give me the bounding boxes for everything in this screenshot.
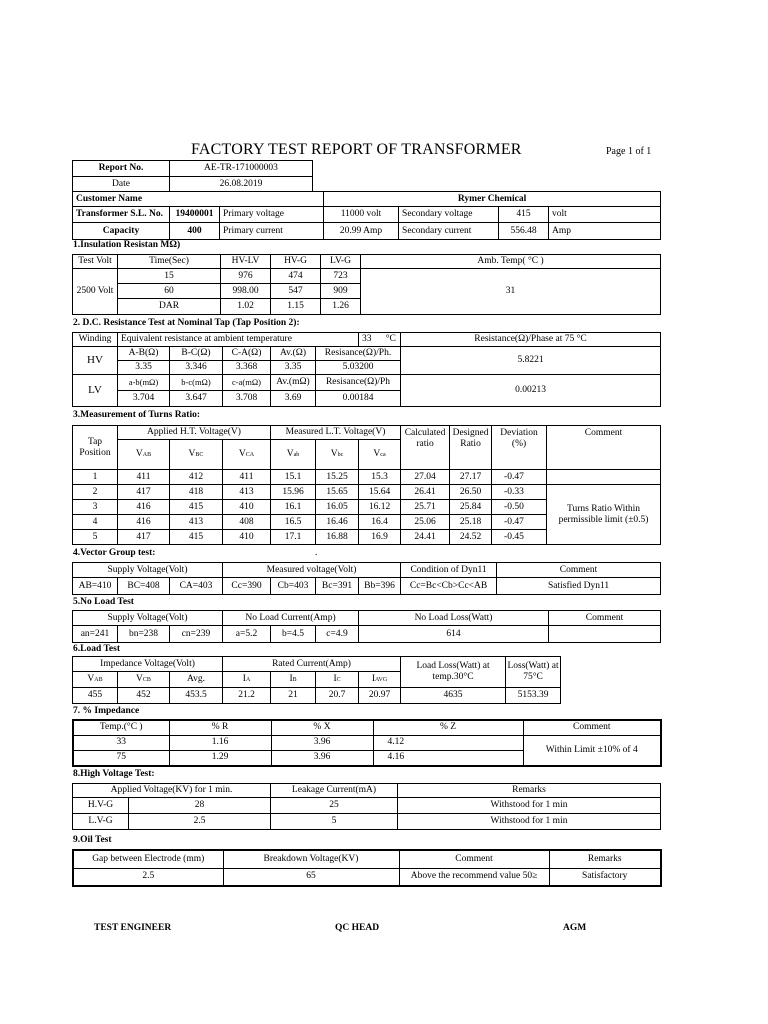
oil-gap-value: 2.5 (73, 868, 223, 886)
impedance-cell: 4.16 (373, 750, 523, 766)
oil-remarks-value: Satisfactory (549, 868, 661, 886)
nl-loss: 614 (359, 626, 549, 643)
vcb-load-header: VCB (118, 672, 170, 688)
load-value: 455 (73, 688, 118, 704)
turns-ratio-cell: 415 (170, 500, 223, 515)
load-test-blank (561, 657, 661, 704)
nl-supply-label: Supply Voltage(Volt) (73, 611, 223, 626)
insulation-header: Time(Sec) (118, 255, 221, 269)
impedance-cell: 1.16 (169, 735, 271, 750)
measured-voltage-label: Measured L.T. Voltage(V) (271, 426, 401, 440)
insulation-header: Test Volt (73, 255, 118, 269)
vg-condition: Cc=Bc<Cb>Cc<AB (401, 578, 497, 595)
turns-ratio-cell: 2 (73, 485, 118, 500)
date-value: 26.08.2019 (170, 177, 313, 192)
ib-header: IB (271, 672, 316, 688)
turns-ratio-cell: -0.45 (492, 530, 547, 545)
hv-result: 5.8221 (401, 347, 661, 375)
insulation-cell: 723 (321, 269, 361, 284)
lv-test-leakage: 5 (271, 814, 398, 830)
vg-value: Cb=403 (271, 578, 316, 595)
impedance-table (72, 719, 662, 767)
signature-test-engineer: TEST ENGINEER (94, 923, 172, 933)
load-value: 21 (271, 688, 316, 704)
applied-voltage-label: Applied H.T. Voltage(V) (118, 426, 271, 440)
impedance-header: % X (271, 720, 373, 735)
nl-value: an=241 (73, 626, 118, 643)
insulation-cell: 1.26 (321, 299, 361, 315)
lv-header: c-a(mΩ) (223, 375, 271, 391)
turns-ratio-cell: 17.1 (271, 530, 316, 545)
hv-header: B-C(Ω) (170, 347, 223, 361)
nl-loss-label: No Load Loss(Watt) (359, 611, 549, 626)
amb-temp-value: 31 (361, 269, 661, 315)
insulation-heading: 1.Insulation Resistan MΩ) (73, 240, 181, 250)
designed-ratio-label: Designed Ratio (450, 426, 492, 470)
insulation-cell: 998.00 (221, 284, 271, 299)
nl-comment (549, 626, 661, 643)
lv-value: 0.00184 (316, 391, 401, 407)
turns-ratio-cell: 15.65 (316, 485, 359, 500)
turns-ratio-cell: 25.06 (401, 515, 450, 530)
impedance-header: Comment (523, 720, 661, 735)
turns-ratio-cell: 412 (170, 470, 223, 485)
vca-header: VCA (223, 440, 271, 470)
turns-ratio-row (73, 470, 661, 485)
applied-voltage-header: Applied Voltage(KV) for 1 min. (73, 784, 271, 798)
secondary-voltage-value: 415 (499, 207, 549, 223)
signature-qc-head: QC HEAD (335, 923, 380, 933)
turns-ratio-cell: 25.71 (401, 500, 450, 515)
turns-ratio-cell: 15.25 (316, 470, 359, 485)
secondary-voltage-unit: volt (549, 207, 661, 223)
oil-header: Remarks (549, 850, 661, 868)
turns-ratio-cell: 3 (73, 500, 118, 515)
turns-ratio-cell: 26.50 (450, 485, 492, 500)
page-number: Page 1 of 1 (606, 146, 652, 157)
avg-header: Avg. (170, 672, 223, 688)
vector-group-dot: . (315, 548, 318, 558)
ia-header: IA (223, 672, 271, 688)
capacity-value: 400 (170, 223, 220, 240)
turns-ratio-cell: 5 (73, 530, 118, 545)
serial-value: 19400001 (170, 207, 220, 223)
turns-ratio-table (72, 425, 661, 545)
lv-test-remark: Withstood for 1 min (398, 814, 661, 830)
lv-result: 0.00213 (401, 375, 661, 407)
customer-label: Customer Name (73, 192, 324, 207)
nl-value: a=5.2 (223, 626, 271, 643)
turns-ratio-cell: 25.18 (450, 515, 492, 530)
turns-ratio-cell: 16.9 (359, 530, 401, 545)
hv-header: A-B(Ω) (118, 347, 170, 361)
high-voltage-table (72, 783, 661, 830)
vector-group-heading: 4.Vector Group test: (73, 548, 156, 558)
turns-ratio-cell: 24.41 (401, 530, 450, 545)
vg-value: CA=403 (170, 578, 223, 595)
primary-voltage-label: Primary voltage (220, 207, 324, 223)
impedance-header: % Z (373, 720, 523, 735)
vab-load-header: VAB (73, 672, 118, 688)
nl-comment-label: Comment (549, 611, 661, 626)
turns-ratio-cell: 16.1 (271, 500, 316, 515)
lv-test-voltage: 2.5 (129, 814, 271, 830)
turns-ratio-cell: 15.3 (359, 470, 401, 485)
lv-header: a-b(mΩ) (118, 375, 170, 391)
load-value: 21.2 (223, 688, 271, 704)
ambient-temp-unit: °C (385, 334, 396, 344)
ambient-temp-value: 33 (362, 334, 372, 344)
nl-value: cn=239 (170, 626, 223, 643)
insulation-header: Amb. Temp( °C ) (361, 255, 661, 269)
hv-value: 3.368 (223, 361, 271, 375)
equiv-resistance-label: Equivalent resistance at ambient temperature (118, 333, 359, 347)
turns-ratio-cell: 411 (223, 470, 271, 485)
turns-ratio-cell: -0.47 (492, 470, 547, 485)
no-load-table (72, 610, 661, 643)
turns-comment-blank (547, 470, 661, 485)
no-load-heading: 5.No Load Test (73, 597, 134, 607)
turns-ratio-cell: 413 (170, 515, 223, 530)
turns-ratio-cell: 417 (118, 530, 170, 545)
turns-ratio-cell: 15.96 (271, 485, 316, 500)
insulation-cell: DAR (118, 299, 221, 315)
turns-ratio-heading: 3.Measurement of Turns Ratio: (73, 410, 201, 420)
oil-comment-value: Above the recommend value 50≥ (399, 868, 549, 886)
lv-value: 3.69 (271, 391, 316, 407)
hv-value: 3.35 (118, 361, 170, 375)
insulation-cell: 1.15 (271, 299, 321, 315)
load-value: 20.7 (316, 688, 359, 704)
hv-label: HV (73, 347, 118, 375)
rated-current-label: Rated Current(Amp) (223, 657, 401, 672)
turns-ratio-cell: 16.88 (316, 530, 359, 545)
impedance-comment: Within Limit ±10% of 4 (523, 735, 661, 766)
load-value: 452 (118, 688, 170, 704)
date-label: Date (73, 177, 170, 192)
turns-ratio-cell: 408 (223, 515, 271, 530)
dc-resistance-table (72, 332, 661, 407)
vg-comment-label: Comment (497, 563, 661, 578)
turns-ratio-cell: 27.04 (401, 470, 450, 485)
oil-header: Gap between Electrode (mm) (73, 850, 223, 868)
hv-test-remark: Withstood for 1 min (398, 798, 661, 814)
dc-resistance-heading: 2. D.C. Resistance Test at Nominal Tap (Tap Position 2): (73, 318, 300, 328)
winding-label: Winding (73, 333, 118, 347)
hv-test-leakage: 25 (271, 798, 398, 814)
insulation-header: HV-LV (221, 255, 271, 269)
turns-ratio-cell: 413 (223, 485, 271, 500)
impedance-cell: 1.29 (169, 750, 271, 766)
serial-label: Transformer S.L. No. (73, 207, 170, 223)
ambient-temp-cell (359, 333, 401, 347)
turns-ratio-comment: Turns Ratio Within permissible limit (±0.5) (547, 485, 661, 545)
vg-comment: Satisfied Dyn11 (497, 578, 661, 595)
signature-agm: AGM (563, 923, 587, 933)
secondary-current-unit: Amp (549, 223, 661, 240)
turns-ratio-cell: 24.52 (450, 530, 492, 545)
turns-comment-label: Comment (547, 426, 661, 470)
hv-header: C-A(Ω) (223, 347, 271, 361)
vg-value: Cc=390 (223, 578, 271, 595)
vbc-header: VBC (170, 440, 223, 470)
insulation-header: HV-G (271, 255, 321, 269)
lv-header: b-c(mΩ) (170, 375, 223, 391)
turns-ratio-cell: -0.47 (492, 515, 547, 530)
report-no-value: AE-TR-171000003 (170, 161, 313, 177)
load-loss-75-value: 5153.39 (506, 688, 561, 704)
turns-ratio-cell: 15.64 (359, 485, 401, 500)
insulation-cell: 15 (118, 269, 221, 284)
turns-ratio-cell: 416 (118, 515, 170, 530)
vbc-lt-header: Vbc (316, 440, 359, 470)
load-loss-label: Load Loss(Watt) at temp.30°C (401, 657, 506, 688)
lv-label: LV (73, 375, 118, 407)
load-test-heading: 6.Load Test (73, 644, 120, 654)
vg-value: BC=408 (118, 578, 170, 595)
turns-ratio-cell: 415 (170, 530, 223, 545)
turns-ratio-cell: 410 (223, 530, 271, 545)
insulation-cell: 474 (271, 269, 321, 284)
report-no-label: Report No. (73, 161, 170, 177)
hv-remarks-header: Remarks (398, 784, 661, 798)
vg-supply-label: Supply Voltage(Volt) (73, 563, 223, 578)
turns-ratio-cell: 26.41 (401, 485, 450, 500)
turns-ratio-cell: 416 (118, 500, 170, 515)
insulation-table (72, 254, 661, 315)
capacity-label: Capacity (73, 223, 170, 240)
turns-ratio-cell: 16.4 (359, 515, 401, 530)
impedance-voltage-label: Impedance Voltage(Volt) (73, 657, 223, 672)
oil-header: Comment (399, 850, 549, 868)
vg-value: Bc=391 (316, 578, 359, 595)
lv-value: 3.647 (170, 391, 223, 407)
turns-ratio-row (73, 485, 661, 500)
turns-ratio-cell: -0.33 (492, 485, 547, 500)
oil-breakdown-value: 65 (223, 868, 399, 886)
hv-test-label: H.V-G (73, 798, 129, 814)
primary-voltage-value: 11000 volt (324, 207, 399, 223)
nl-current-label: No Load Current(Amp) (223, 611, 359, 626)
primary-current-label: Primary current (220, 223, 324, 240)
oil-test-heading: 9.Oil Test (73, 835, 112, 845)
nl-value: bn=238 (118, 626, 170, 643)
high-voltage-heading: 8.High Voltage Test: (73, 769, 155, 779)
load-loss-value: 4635 (401, 688, 506, 704)
oil-header: Breakdown Voltage(KV) (223, 850, 399, 868)
vab-lt-header: Vab (271, 440, 316, 470)
insulation-header: LV-G (321, 255, 361, 269)
load-loss-75-label: Loss(Watt) at 75°C (506, 657, 561, 688)
vg-value: AB=410 (73, 578, 118, 595)
hv-value: 3.35 (271, 361, 316, 375)
iavg-header: IAVG (359, 672, 401, 688)
turns-ratio-cell: 417 (118, 485, 170, 500)
hv-value: 5.03200 (316, 361, 401, 375)
lv-value: 3.704 (118, 391, 170, 407)
impedance-header: % R (169, 720, 271, 735)
hv-value: 3.346 (170, 361, 223, 375)
vg-value: Bb=396 (359, 578, 401, 595)
insulation-cell: 976 (221, 269, 271, 284)
transformer-info-table (72, 191, 661, 240)
vector-group-table (72, 562, 661, 595)
insulation-cell: 60 (118, 284, 221, 299)
ic-header: IC (316, 672, 359, 688)
customer-value: Rymer Chemical (324, 192, 661, 207)
turns-ratio-cell: 410 (223, 500, 271, 515)
insulation-cell: 1.02 (221, 299, 271, 315)
load-test-table (72, 656, 661, 704)
turns-ratio-cell: 16.5 (271, 515, 316, 530)
tap-position-label: Tap Position (73, 426, 118, 470)
calculated-ratio-label: Calculated ratio (401, 426, 450, 470)
test-volt-value: 2500 Volt (73, 269, 118, 315)
impedance-header: Temp.(°C ) (73, 720, 169, 735)
turns-ratio-cell: 1 (73, 470, 118, 485)
vca-lt-header: Vca (359, 440, 401, 470)
report-info-table (72, 160, 313, 192)
primary-current-value: 20.99 Amp (324, 223, 399, 240)
insulation-cell: 909 (321, 284, 361, 299)
hv-header: Resisance(Ω)/Ph. (316, 347, 401, 361)
impedance-cell: 33 (73, 735, 169, 750)
load-value: 20.97 (359, 688, 401, 704)
impedance-cell: 3.96 (271, 735, 373, 750)
impedance-cell: 4.12 (373, 735, 523, 750)
insulation-cell: 547 (271, 284, 321, 299)
impedance-cell: 3.96 (271, 750, 373, 766)
impedance-heading: 7. % Impedance (73, 706, 140, 716)
turns-ratio-cell: 411 (118, 470, 170, 485)
vab-header: VAB (118, 440, 170, 470)
lv-value: 3.708 (223, 391, 271, 407)
turns-ratio-cell: 16.05 (316, 500, 359, 515)
hv-test-voltage: 28 (129, 798, 271, 814)
lv-test-label: L.V-G (73, 814, 129, 830)
turns-ratio-cell: 27.17 (450, 470, 492, 485)
oil-test-table (72, 849, 662, 887)
turns-ratio-cell: 418 (170, 485, 223, 500)
impedance-cell: 75 (73, 750, 169, 766)
vg-measured-label: Measured voltage(Volt) (223, 563, 401, 578)
nl-value: c=4.9 (316, 626, 359, 643)
hv-header: Av.(Ω) (271, 347, 316, 361)
secondary-current-value: 556.48 (499, 223, 549, 240)
turns-ratio-cell: -0.50 (492, 500, 547, 515)
lv-header: Av.(mΩ) (271, 375, 316, 391)
lv-header: Resisance(Ω)/Ph (316, 375, 401, 391)
turns-ratio-cell: 25.84 (450, 500, 492, 515)
vg-condition-label: Condition of Dyn11 (401, 563, 497, 578)
report-title: FACTORY TEST REPORT OF TRANSFORMER (191, 141, 522, 158)
secondary-current-label: Secondary current (399, 223, 499, 240)
resistance-phase-label: Resistance(Ω)/Phase at 75 °C (401, 333, 661, 347)
secondary-voltage-label: Secondary voltage (399, 207, 499, 223)
deviation-label: Deviation (%) (492, 426, 547, 470)
turns-ratio-cell: 4 (73, 515, 118, 530)
leakage-current-header: Leakage Current(mA) (271, 784, 398, 798)
turns-ratio-cell: 16.46 (316, 515, 359, 530)
turns-ratio-cell: 15.1 (271, 470, 316, 485)
load-value: 453.5 (170, 688, 223, 704)
nl-value: b=4.5 (271, 626, 316, 643)
turns-ratio-cell: 16.12 (359, 500, 401, 515)
